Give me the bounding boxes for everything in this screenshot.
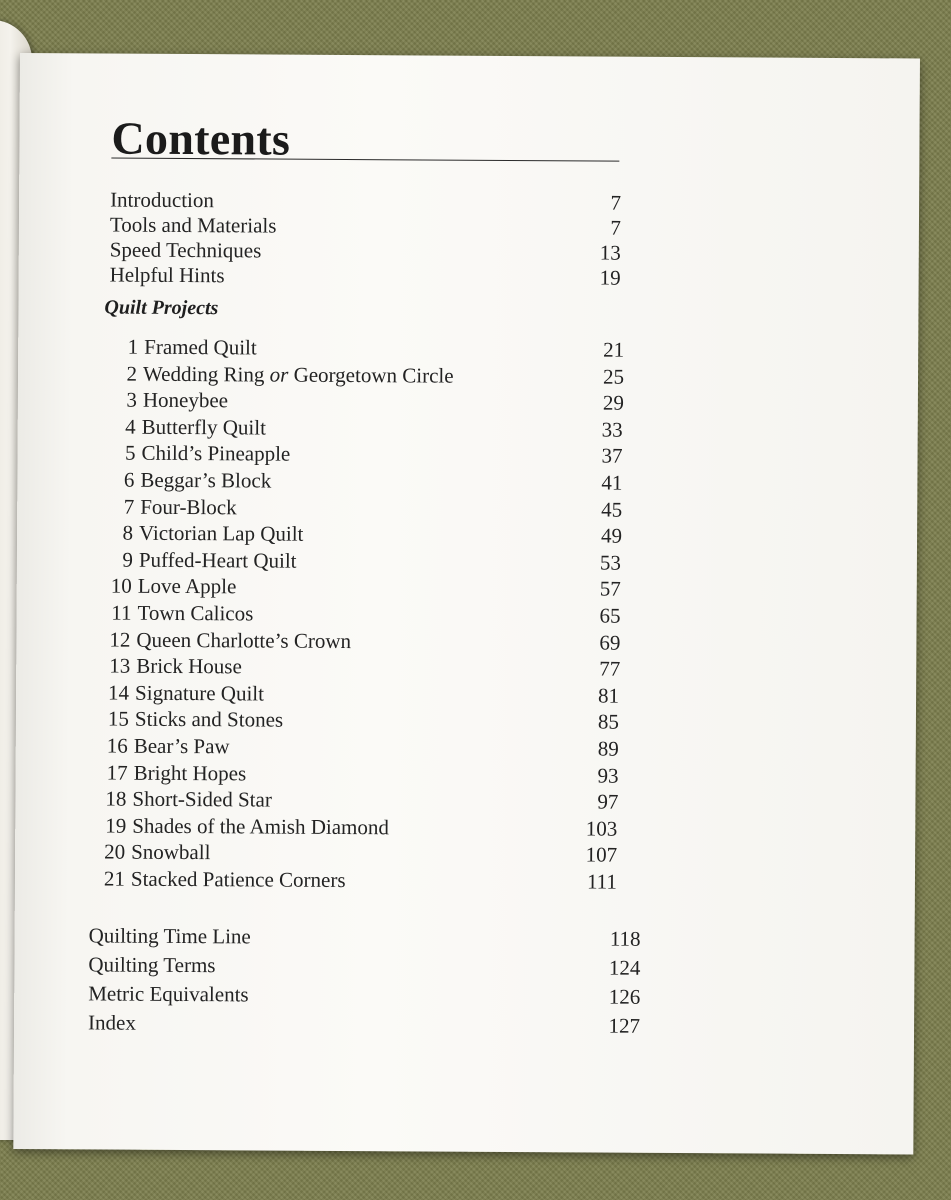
project-title <box>140 495 237 521</box>
project-page-number: 81 <box>598 683 620 708</box>
project-number: 21 <box>103 866 126 891</box>
project-row <box>18 334 918 365</box>
back-matter-row <box>14 1010 914 1041</box>
title-part: Signature Quilt <box>135 680 265 706</box>
project-row <box>16 706 916 737</box>
back-matter-row <box>14 952 914 983</box>
project-number: 19 <box>105 813 127 838</box>
project-row <box>16 600 916 631</box>
title-part: Butterfly Quilt <box>141 414 267 440</box>
title-part: Four-Block <box>140 494 237 520</box>
project-page-number: 33 <box>601 417 623 442</box>
project-row <box>15 839 915 870</box>
back-matter-page-number: 118 <box>609 926 641 951</box>
back-matter-page-number: 126 <box>608 984 641 1009</box>
project-number: 7 <box>123 494 135 519</box>
contents-page <box>13 53 920 1154</box>
project-number: 6 <box>123 467 135 492</box>
project-title <box>134 734 230 760</box>
title-part: Town Calicos <box>137 600 254 626</box>
project-title <box>134 761 247 787</box>
project-title <box>135 707 283 733</box>
project-title <box>136 628 351 654</box>
back-matter-title: Quilting Time Line <box>88 923 251 949</box>
project-number: 11 <box>111 600 132 625</box>
project-title <box>132 787 272 813</box>
project-title <box>143 388 228 414</box>
front-matter-row <box>19 262 919 293</box>
project-number: 12 <box>109 627 131 652</box>
project-number: 14 <box>108 680 130 705</box>
project-number: 1 <box>127 334 139 359</box>
front-matter-page-number: 13 <box>599 240 621 265</box>
project-row <box>18 387 918 418</box>
project-page-number: 21 <box>603 337 625 362</box>
project-row <box>15 866 915 897</box>
front-matter-title: Introduction <box>110 187 214 213</box>
project-page-number: 89 <box>597 736 619 761</box>
project-row <box>16 733 916 764</box>
title-part: Beggar’s Block <box>140 467 272 493</box>
project-title <box>132 814 389 841</box>
project-title <box>131 867 346 893</box>
project-number: 10 <box>110 573 132 598</box>
project-title <box>138 574 237 600</box>
title-part: Short-Sided Star <box>132 786 272 812</box>
project-row <box>16 653 916 684</box>
project-page-number: 25 <box>602 364 625 389</box>
title-part: Child’s Pineapple <box>141 440 291 466</box>
back-matter-title: Index <box>88 1010 136 1035</box>
project-number: 5 <box>124 440 136 465</box>
project-title <box>139 548 297 574</box>
project-title <box>144 335 257 361</box>
title-part: Brick House <box>136 653 242 679</box>
project-row <box>17 520 917 551</box>
project-row <box>17 467 917 498</box>
project-title <box>141 441 290 467</box>
project-number: 9 <box>122 547 133 572</box>
project-row <box>17 440 917 471</box>
front-matter-page-number: 7 <box>610 190 622 215</box>
project-number: 20 <box>104 839 126 864</box>
project-number: 17 <box>106 760 128 785</box>
title-part: Wedding Ring <box>142 361 270 387</box>
project-page-number: 37 <box>601 443 623 468</box>
project-title <box>136 654 242 680</box>
title-part: Bright Hopes <box>133 760 247 786</box>
front-matter-page-number: 19 <box>599 265 621 290</box>
project-number: 4 <box>125 414 136 439</box>
title-part: Sticks and Stones <box>134 706 284 732</box>
title-part: Honeybee <box>142 387 229 413</box>
project-number: 13 <box>109 653 131 678</box>
project-title <box>135 681 264 707</box>
project-number: 18 <box>105 786 127 811</box>
title-part: Bear’s Paw <box>133 733 230 759</box>
front-matter-page-number: 7 <box>610 215 622 240</box>
title-part: Stacked Patience Corners <box>130 866 346 893</box>
back-matter-page-number: 124 <box>608 955 641 980</box>
project-page-number: 111 <box>586 869 618 894</box>
project-title <box>139 521 304 547</box>
back-matter-page-number: 127 <box>608 1013 641 1038</box>
title-part: or <box>269 362 289 387</box>
back-matter-title: Metric Equivalents <box>88 981 249 1007</box>
back-matter-title: Quilting Terms <box>88 952 216 978</box>
project-page-number: 97 <box>597 789 619 814</box>
project-row <box>17 573 917 604</box>
project-page-number: 29 <box>602 390 624 415</box>
project-page-number: 53 <box>599 550 621 575</box>
project-page-number: 57 <box>599 576 621 601</box>
title-part: Puffed-Heart Quilt <box>138 547 297 573</box>
project-page-number: 41 <box>601 470 623 495</box>
project-title <box>142 415 266 441</box>
project-number: 2 <box>126 361 138 386</box>
title-part: Queen Charlotte’s Crown <box>136 627 352 654</box>
project-page-number: 65 <box>599 603 621 628</box>
project-page-number: 103 <box>585 816 618 841</box>
project-page-number: 85 <box>597 709 619 734</box>
project-title <box>131 840 210 865</box>
project-title <box>140 468 271 494</box>
front-matter-title: Helpful Hints <box>109 262 225 288</box>
front-matter-title: Tools and Materials <box>109 212 277 238</box>
project-page-number: 69 <box>599 630 621 655</box>
project-number: 15 <box>107 706 130 731</box>
title-part: Georgetown Circle <box>288 362 454 388</box>
project-page-number: 49 <box>600 523 623 548</box>
title-part: Love Apple <box>137 573 237 599</box>
project-number: 16 <box>106 733 128 758</box>
project-page-number: 77 <box>599 656 621 681</box>
page-title: Contents <box>111 112 291 165</box>
project-page-number: 93 <box>597 763 619 788</box>
title-part: Framed Quilt <box>144 334 257 360</box>
title-part: Shades of the Amish Diamond <box>132 813 390 840</box>
project-page-number: 45 <box>601 497 623 522</box>
title-part: Snowball <box>131 839 211 865</box>
back-matter-row <box>15 923 915 954</box>
front-matter-title: Speed Techniques <box>109 237 262 263</box>
section-heading: Quilt Projects <box>104 296 219 320</box>
project-number: 8 <box>122 520 134 545</box>
project-title <box>143 362 454 389</box>
project-row <box>15 786 915 817</box>
project-title <box>138 601 254 627</box>
back-matter-row <box>14 981 914 1012</box>
title-part: Victorian Lap Quilt <box>138 520 304 546</box>
project-page-number: 107 <box>585 842 618 867</box>
project-number: 3 <box>126 387 137 412</box>
